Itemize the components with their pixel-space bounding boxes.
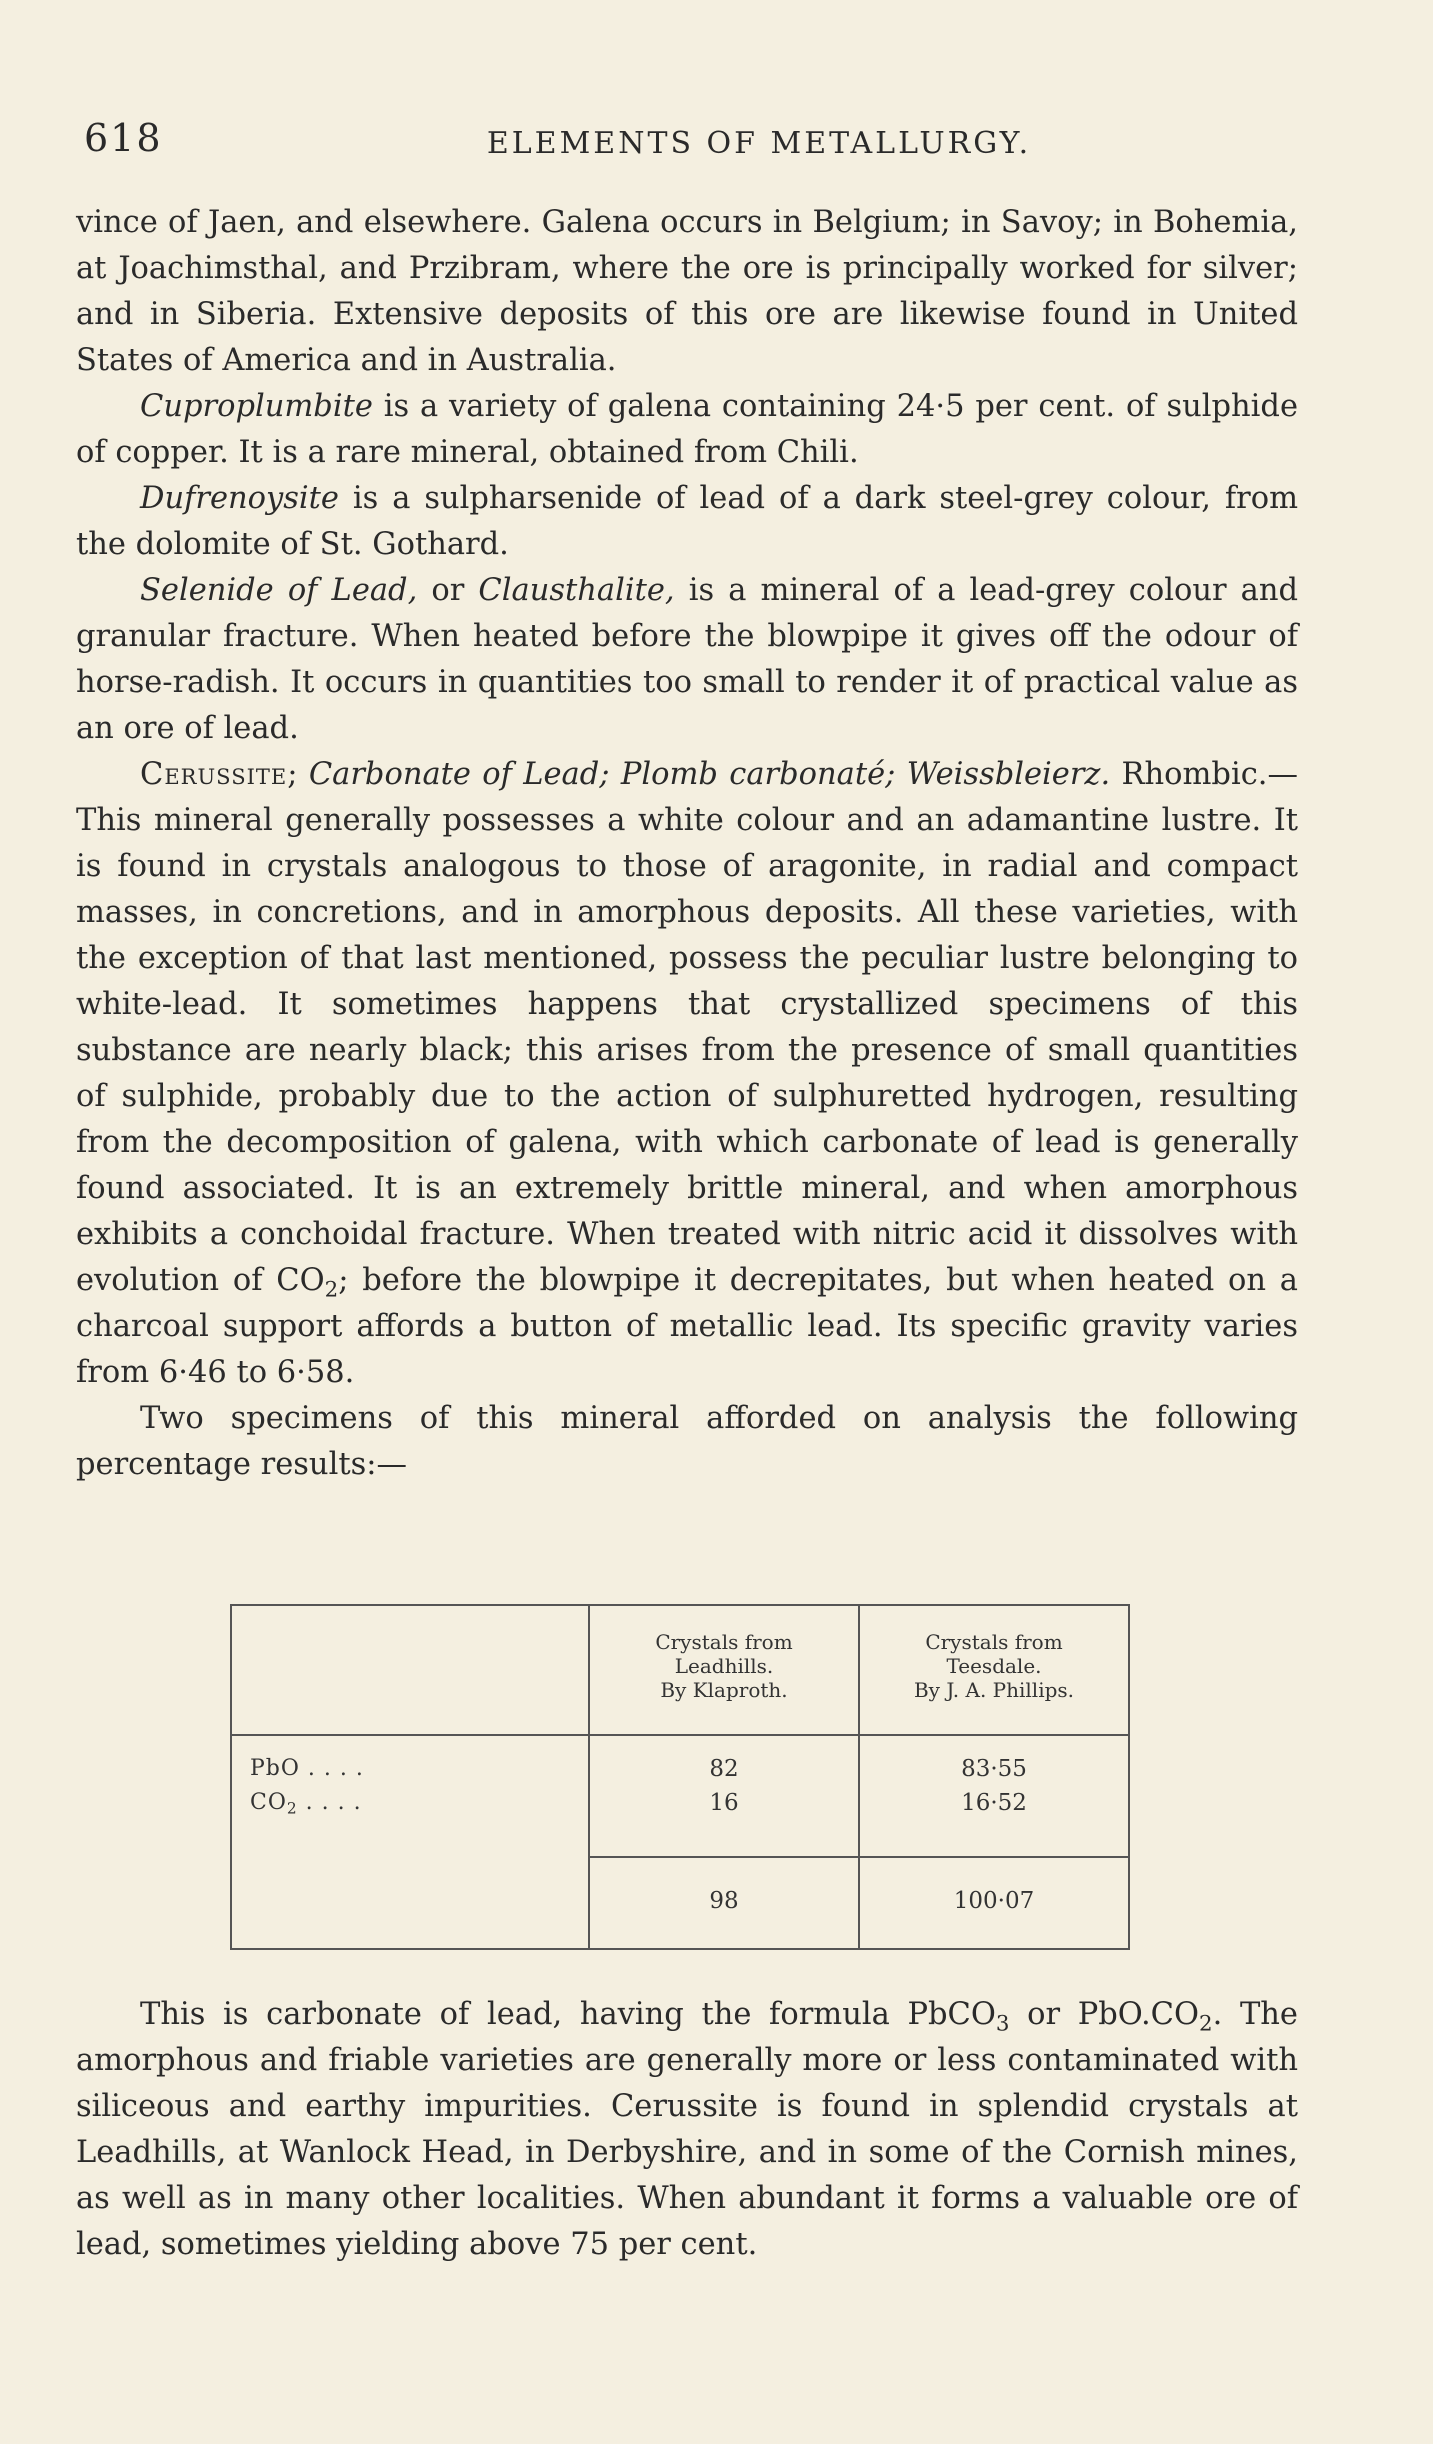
- header-line: Teesdale.: [946, 1654, 1042, 1678]
- page-header: [84, 116, 1294, 166]
- cell-pbo-klaproth: 82: [709, 1756, 739, 1782]
- subscript: 2: [286, 1799, 298, 1818]
- running-title: ELEMENTS OF METALLURGY.: [486, 126, 1032, 161]
- paragraph-continuation: vince of Jaen, and elsewhere. Galena occurs in Belgium; in Savoy; in Bohemia, at Joachimsthal, and Przibram, where the ore is principally worked for silver; and in Siberia. Extensive deposits of this ore are likewise found in United States of America and in Australia.: [76, 205, 1298, 378]
- paragraph-analysis-intro: Two specimens of this mineral afforded on analysis the following percentage results:—: [76, 1401, 1298, 1482]
- cerussite-synonyms: Carbonate of Lead; Plomb carbonaté; Weissbleierz.: [308, 757, 1111, 792]
- paragraph-dufrenoysite: [76, 476, 1298, 568]
- cell-pbo-phillips: 83·55: [961, 1756, 1027, 1782]
- table-top-rule: [230, 1604, 1130, 1606]
- term-dufrenoysite: Dufrenoysite: [140, 481, 339, 516]
- page-number: 618: [84, 116, 163, 160]
- term-selenide-of-lead: Selenide of Lead,: [140, 573, 418, 608]
- paragraph-text: is a variety of galena containing 24·5 per cent. of sulphide of copper. It is a rare mineral, obtained from Chili.: [76, 389, 1298, 470]
- header-line: Crystals from: [655, 1630, 793, 1654]
- table-left-rule: [230, 1604, 232, 1950]
- text-block-upper: [76, 200, 1298, 1488]
- table-header-rule: [230, 1734, 1130, 1736]
- column-header-klaproth: [590, 1630, 858, 1702]
- subscript: 3: [995, 2011, 1010, 2037]
- header-line: Crystals from: [925, 1630, 1063, 1654]
- paragraph-cerussite: [76, 752, 1298, 1396]
- paragraph-text: ; before the blowpipe it decrepitates, but when heated on a charcoal support affords a button of metallic lead. Its specific gravity varies from 6·46 to 6·58.: [76, 1263, 1298, 1390]
- cell-total-klaproth: 98: [709, 1888, 739, 1914]
- cell-total-phillips: 100·07: [953, 1888, 1035, 1914]
- paragraph-text: Rhombic.—This mineral generally possesses a white colour and an adamantine lustre. It is found in crystals analogous to those of aragonite, in radial and compact masses, in concretions, and in amorphous deposits. All these varieties, with the exception of that last mentioned, possess the peculiar lustre belonging to white-lead. It sometimes happens that crystallized specimens of this substance are nearly black; this arises from the presence of small quantities of sulphide, probably due to the action of sulphuretted hydrogen, resulting from the decomposition of galena, with which carbonate of lead is generally found associated. It is an extremely brittle mineral, and when amorphous exhibits a conchoidal fracture. When treated with nitric acid it dissolves with evolution of CO: [76, 757, 1298, 1298]
- paragraph-text: This is carbonate of lead, having the formula PbCO: [140, 1997, 996, 2032]
- paragraph-carbonate-of-lead: [76, 1992, 1298, 2268]
- row-label-co2: [250, 1790, 362, 1818]
- term-cuproplumbite: Cuproplumbite: [140, 389, 373, 424]
- row-label-pbo: PbO . . . .: [250, 1756, 364, 1781]
- term-clausthalite: Clausthalite,: [478, 573, 675, 608]
- column-header-phillips: [860, 1630, 1128, 1702]
- paragraph-text: is a mineral of a lead-grey colour and granular fracture. When heated before the blowpipe it gives off the odour of horse-radish. It occurs in quantities too small to render it of practical value as an ore of lead.: [76, 573, 1299, 746]
- text-block-lower: [76, 1992, 1298, 2268]
- cell-co2-phillips: 16·52: [961, 1790, 1027, 1816]
- paragraph-text: . The amorphous and friable varieties are generally more or less contaminated with siliceous and earthy impurities. Cerussite is found in splendid crystals at Leadhills, at Wanlock Head, in Derbyshire, and in some of the Cornish mines, as well as in many other localities. When abundant it forms a valuable ore of lead, sometimes yielding above 75 per cent.: [76, 1997, 1298, 2262]
- paragraph-text: or PbO.CO: [1009, 1997, 1199, 2032]
- label-text: CO: [250, 1790, 287, 1815]
- table-bottom-rule: [230, 1948, 1130, 1950]
- header-line: By J. A. Phillips.: [913, 1678, 1075, 1702]
- separator-text: ;: [287, 757, 309, 792]
- cell-co2-klaproth: 16: [709, 1790, 739, 1816]
- analysis-table: [230, 1604, 1130, 1950]
- table-right-rule: [1128, 1604, 1130, 1950]
- header-line: By Klaproth.: [660, 1678, 788, 1702]
- subscript: 2: [1199, 2011, 1213, 2037]
- paragraph-clausthalite: [76, 568, 1298, 752]
- header-line: Leadhills.: [674, 1654, 774, 1678]
- table-total-rule: [588, 1856, 1130, 1858]
- conjunction-text: or: [417, 573, 479, 608]
- paragraph-cuproplumbite: [76, 384, 1298, 476]
- label-dots: . . . .: [297, 1790, 362, 1815]
- subscript: 2: [324, 1277, 339, 1303]
- paragraph-text: is a sulpharsenide of lead of a dark steel-grey colour, from the dolomite of St. Gothard.: [76, 481, 1298, 562]
- heading-cerussite: Cerussite: [140, 757, 288, 792]
